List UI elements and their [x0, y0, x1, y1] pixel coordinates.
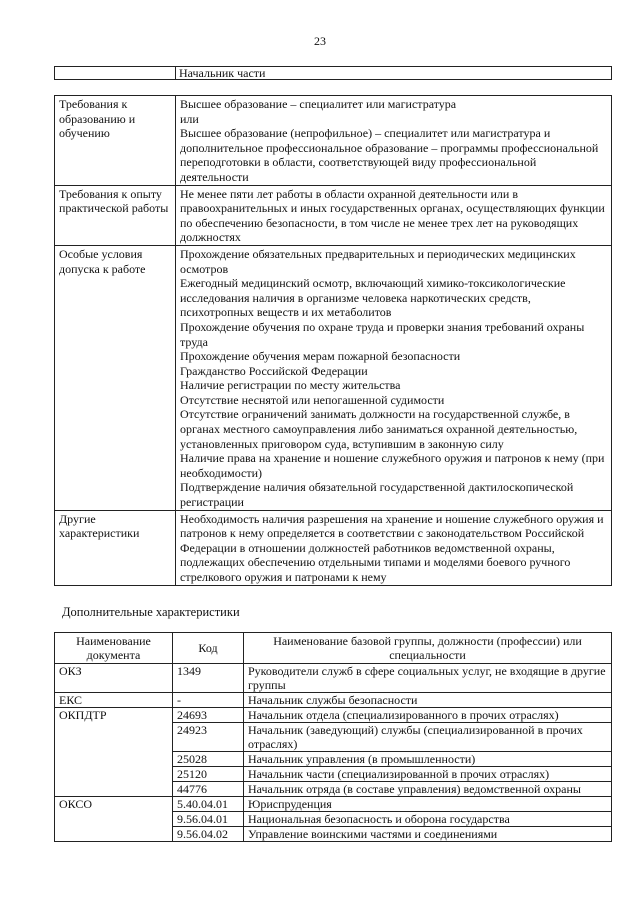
table-row	[55, 797, 612, 812]
page-number: 23	[314, 34, 326, 48]
requirement-content	[176, 245, 612, 510]
code-cell: 9.56.04.02	[173, 827, 244, 842]
requirement-line: Высшее образование (непрофильное) – специалитет или магистратура и дополнительное профессиональное образование – программы профессиональной переподготовки в области, соответствующей виду профессиональной деятельности	[180, 126, 599, 184]
job-title-value: Начальник части	[176, 67, 612, 80]
column-header-code: Код	[173, 633, 244, 664]
name-cell: Начальник отряда (в составе управления) ведомственной охраны	[244, 782, 612, 797]
requirement-line: или	[180, 111, 199, 126]
requirement-line: Наличие права на хранение и ношение служебного оружия и патронов к нему (при необходимости)	[180, 451, 605, 480]
code-cell: 24693	[173, 708, 244, 723]
code-cell: 44776	[173, 782, 244, 797]
requirement-line: Наличие регистрации по месту жительства	[180, 378, 401, 393]
table-row	[55, 708, 612, 723]
code-cell: 1349	[173, 664, 244, 693]
requirement-row-education	[55, 96, 612, 186]
code-cell: 25028	[173, 752, 244, 767]
requirement-content	[176, 96, 612, 186]
requirement-line: Подтверждение наличия обязательной государственной дактилоскопической регистрации	[180, 480, 574, 510]
table-row	[55, 664, 612, 693]
requirement-label: Требования к образованию и обучению	[55, 96, 176, 186]
requirement-label: Другие характеристики	[55, 510, 176, 585]
code-cell: 25120	[173, 767, 244, 782]
table-header-row	[55, 633, 612, 664]
name-cell: Национальная безопасность и оборона государства	[244, 812, 612, 827]
code-cell: -	[173, 693, 244, 708]
job-title-table	[54, 66, 612, 80]
name-cell: Руководители служб в сфере социальных услуг, не входящие в другие группы	[244, 664, 612, 693]
name-cell: Начальник (заведующий) службы (специализированной в прочих отраслях)	[244, 723, 612, 752]
job-title-label-cell	[55, 67, 176, 80]
requirement-line: Высшее образование – специалитет или магистратура	[180, 97, 457, 111]
column-header-name: Наименование базовой группы, должности (профессии) или специальности	[244, 633, 612, 664]
column-header-document: Наименование документа	[55, 633, 173, 664]
requirement-line: Прохождение обязательных предварительных и периодических медицинских осмотров	[180, 246, 576, 276]
doc-cell: ОКЗ	[55, 664, 173, 693]
requirement-label: Требования к опыту практической работы	[55, 185, 176, 245]
doc-cell: ОКСО	[55, 797, 173, 842]
additional-characteristics-title: Дополнительные характеристики	[62, 605, 240, 619]
requirement-content	[176, 185, 612, 245]
requirement-row-experience	[55, 185, 612, 245]
table-row	[55, 693, 612, 708]
requirement-line: Гражданство Российской Федерации	[180, 363, 368, 378]
doc-cell: ОКПДТР	[55, 708, 173, 797]
requirement-line: Ежегодный медицинский осмотр, включающий химико-токсикологические исследования наличия в организме человека наркотических средств, психотропных веществ и их метаболитов	[180, 276, 566, 320]
job-title-row	[55, 67, 612, 80]
additional-characteristics-table	[54, 632, 612, 842]
name-cell: Начальник части (специализированной в прочих отраслях)	[244, 767, 612, 782]
name-cell: Юриспруденция	[244, 797, 612, 812]
requirements-table	[54, 95, 612, 586]
name-cell: Управление воинскими частями и соединениями	[244, 827, 612, 842]
requirement-line: Прохождение обучения мерам пожарной безопасности	[180, 349, 461, 364]
requirement-content	[176, 510, 612, 585]
requirement-line: Необходимость наличия разрешения на хранение и ношение служебного оружия и патронов к нему определяется в соответствии с законодательством Российской Федерации в отношении должностей работников ведомственной охраны, подлежащих обеспечению отдельными типами и моделями боевого ручного стрелкового оружия и патронами к нему	[180, 511, 604, 584]
requirement-line: Отсутствие ограничений занимать должности на государственной службе, в органах местного самоуправления либо заниматься охранной деятельностью, установленных приговором суда, вступившим в законную силу	[180, 407, 578, 451]
name-cell: Начальник отдела (специализированного в прочих отраслях)	[244, 708, 612, 723]
doc-cell: ЕКС	[55, 693, 173, 708]
requirement-row-admission	[55, 245, 612, 510]
requirement-line: Прохождение обучения по охране труда и проверки знания требований охраны труда	[180, 319, 585, 349]
name-cell: Начальник службы безопасности	[244, 693, 612, 708]
code-cell: 24923	[173, 723, 244, 752]
requirement-line: Отсутствие неснятой или непогашенной судимости	[180, 392, 445, 407]
code-cell: 5.40.04.01	[173, 797, 244, 812]
requirement-row-other	[55, 510, 612, 585]
requirement-label: Особые условия допуска к работе	[55, 245, 176, 510]
requirement-line: Не менее пяти лет работы в области охранной деятельности или в правоохранительных и иных государственных органах, осуществляющих функции по обеспечению безопасности, в том числе не менее трех лет на руководящих должностях	[180, 186, 605, 245]
name-cell: Начальник управления (в промышленности)	[244, 752, 612, 767]
code-cell: 9.56.04.01	[173, 812, 244, 827]
